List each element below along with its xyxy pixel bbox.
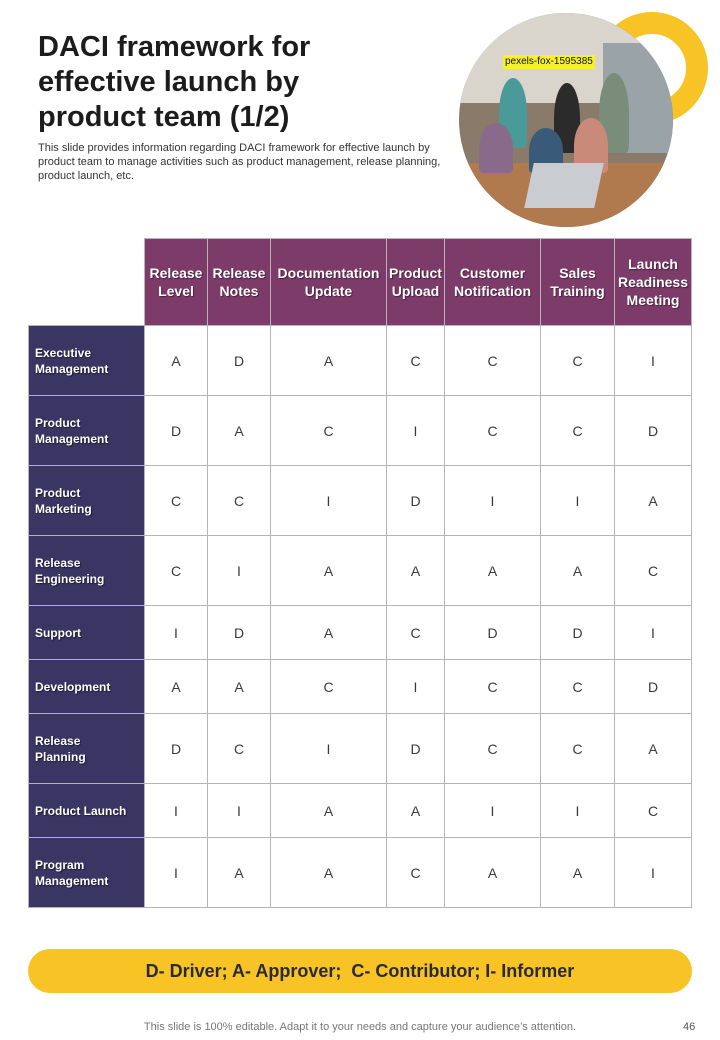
table-cell: I <box>387 396 445 466</box>
title-line-3: product team (1/2) <box>38 101 290 133</box>
table-cell: A <box>541 838 615 908</box>
table-cell: A <box>271 838 387 908</box>
table-row <box>29 606 692 660</box>
table-cell: I <box>615 606 692 660</box>
table-cell: I <box>615 838 692 908</box>
table-row <box>29 660 692 714</box>
table-cell: D <box>445 606 541 660</box>
table-cell: I <box>271 466 387 536</box>
table-row <box>29 784 692 838</box>
table-cell: C <box>271 396 387 466</box>
table-cell: I <box>615 326 692 396</box>
col-header-documentation-update: Documentation Update <box>271 239 387 326</box>
row-header-release-engineering: Release Engineering <box>29 536 145 606</box>
col-header-release-notes: Release Notes <box>208 239 271 326</box>
table-cell: D <box>387 466 445 536</box>
row-header-development: Development <box>29 660 145 714</box>
footer-note: This slide is 100% editable. Adapt it to your needs and capture your audience’s attention. <box>143 1021 577 1033</box>
table-cell: C <box>387 606 445 660</box>
table-cell: D <box>615 396 692 466</box>
table-cell: I <box>445 784 541 838</box>
title-line-1: DACI framework for <box>38 31 311 63</box>
table-corner <box>29 239 145 326</box>
table-cell: A <box>541 536 615 606</box>
table-cell: C <box>615 784 692 838</box>
table-cell: C <box>445 660 541 714</box>
table-cell: C <box>445 714 541 784</box>
page-title <box>38 30 358 135</box>
table-cell: D <box>145 396 208 466</box>
table-cell: C <box>541 660 615 714</box>
table-row <box>29 838 692 908</box>
table-cell: C <box>541 714 615 784</box>
row-header-product-management: Product Management <box>29 396 145 466</box>
row-header-program-management: Program Management <box>29 838 145 908</box>
table-cell: C <box>145 466 208 536</box>
col-header-product-upload: Product Upload <box>387 239 445 326</box>
table-row <box>29 466 692 536</box>
table-cell: C <box>445 396 541 466</box>
table-cell: D <box>615 660 692 714</box>
table-cell: D <box>541 606 615 660</box>
table-cell: I <box>145 784 208 838</box>
col-header-release-level: Release Level <box>145 239 208 326</box>
legend-banner: D- Driver; A- Approver; C- Contributor; I- Informer <box>28 949 692 993</box>
table-cell: C <box>541 326 615 396</box>
table-cell: A <box>615 714 692 784</box>
row-header-product-launch: Product Launch <box>29 784 145 838</box>
table-cell: A <box>208 396 271 466</box>
table-cell: C <box>387 838 445 908</box>
title-line-2: effective launch by <box>38 66 300 98</box>
table-cell: D <box>387 714 445 784</box>
table-cell: A <box>615 466 692 536</box>
table-cell: I <box>208 536 271 606</box>
table-cell: I <box>387 660 445 714</box>
table-row <box>29 714 692 784</box>
table-cell: I <box>541 784 615 838</box>
table-cell: A <box>445 838 541 908</box>
table-cell: C <box>145 536 208 606</box>
table-cell: A <box>271 326 387 396</box>
table-cell: I <box>145 838 208 908</box>
table-cell: A <box>271 606 387 660</box>
photo-person <box>479 123 513 173</box>
table-row <box>29 396 692 466</box>
table-cell: A <box>145 326 208 396</box>
table-cell: A <box>145 660 208 714</box>
table-cell: A <box>387 536 445 606</box>
table-cell: A <box>271 536 387 606</box>
col-header-launch-readiness-meeting: Launch Readiness Meeting <box>615 239 692 326</box>
table-cell: C <box>541 396 615 466</box>
table-cell: I <box>145 606 208 660</box>
table-cell: D <box>208 326 271 396</box>
table-cell: I <box>208 784 271 838</box>
table-cell: I <box>271 714 387 784</box>
table-cell: A <box>445 536 541 606</box>
table-row <box>29 536 692 606</box>
page-number: 46 <box>683 1021 696 1033</box>
col-header-sales-training: Sales Training <box>541 239 615 326</box>
table-cell: I <box>541 466 615 536</box>
daci-table <box>28 238 692 908</box>
photo-laptop <box>524 163 604 208</box>
table-cell: C <box>208 714 271 784</box>
table-cell: C <box>445 326 541 396</box>
table-cell: A <box>208 838 271 908</box>
table-cell: A <box>271 784 387 838</box>
team-photo <box>459 13 673 227</box>
page-subtitle: This slide provides information regarding DACI framework for effective launch by product team to manage activities such as product management, release planning, product launch, etc. <box>38 142 441 182</box>
table-cell: A <box>208 660 271 714</box>
row-header-support: Support <box>29 606 145 660</box>
table-cell: C <box>387 326 445 396</box>
table-cell: C <box>615 536 692 606</box>
table-cell: C <box>208 466 271 536</box>
row-header-product-marketing: Product Marketing <box>29 466 145 536</box>
table-row <box>29 326 692 396</box>
row-header-release-planning: Release Planning <box>29 714 145 784</box>
table-cell: A <box>387 784 445 838</box>
table-cell: C <box>271 660 387 714</box>
col-header-customer-notification: Customer Notification <box>445 239 541 326</box>
table-cell: D <box>208 606 271 660</box>
table-cell: I <box>445 466 541 536</box>
image-label: pexels-fox-1595385 <box>505 56 593 67</box>
table-cell: D <box>145 714 208 784</box>
row-header-executive-management: Executive Management <box>29 326 145 396</box>
